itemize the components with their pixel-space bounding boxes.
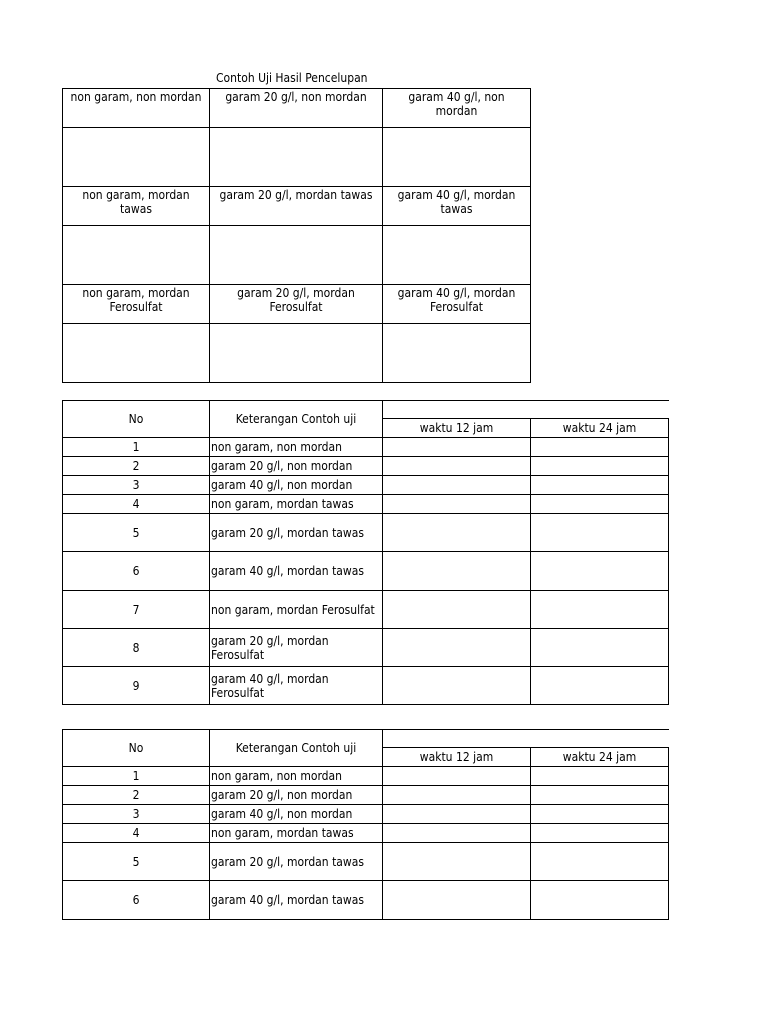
cell-waktu-24 bbox=[531, 457, 669, 476]
row-no: 4 bbox=[63, 495, 210, 514]
row-no: 1 bbox=[63, 438, 210, 457]
table-row bbox=[63, 767, 669, 786]
cell-waktu-12 bbox=[383, 591, 531, 629]
table-row bbox=[63, 843, 669, 881]
results-table-1 bbox=[62, 400, 669, 705]
cell-waktu-12 bbox=[383, 457, 531, 476]
row-no: 7 bbox=[63, 591, 210, 629]
grid-cell-label: garam 40 g/l, mordan tawas bbox=[383, 187, 531, 226]
row-keterangan: garam 40 g/l, mordan tawas bbox=[210, 552, 383, 591]
grid-sample-cell bbox=[383, 324, 531, 383]
grid-sample-cell bbox=[63, 226, 210, 285]
grid-sample-row bbox=[63, 128, 531, 187]
row-no: 2 bbox=[63, 786, 210, 805]
row-keterangan: non garam, mordan tawas bbox=[210, 495, 383, 514]
table-row bbox=[63, 629, 669, 667]
cell-waktu-12 bbox=[383, 552, 531, 591]
row-keterangan: non garam, non mordan bbox=[210, 767, 383, 786]
table-row bbox=[63, 495, 669, 514]
table-row bbox=[63, 514, 669, 552]
cell-waktu-24 bbox=[531, 552, 669, 591]
row-no: 5 bbox=[63, 843, 210, 881]
cell-waktu-24 bbox=[531, 805, 669, 824]
row-no: 3 bbox=[63, 805, 210, 824]
grid-cell-label: garam 20 g/l, mordan tawas bbox=[210, 187, 383, 226]
cell-waktu-12 bbox=[383, 805, 531, 824]
cell-waktu-12 bbox=[383, 843, 531, 881]
cell-waktu-12 bbox=[383, 476, 531, 495]
cell-waktu-24 bbox=[531, 881, 669, 920]
header-waktu-24: waktu 24 jam bbox=[531, 419, 669, 438]
page-title: Contoh Uji Hasil Pencelupan bbox=[216, 71, 368, 85]
grid-sample-cell bbox=[210, 226, 383, 285]
row-keterangan: non garam, non mordan bbox=[210, 438, 383, 457]
row-keterangan: garam 20 g/l, non mordan bbox=[210, 457, 383, 476]
row-keterangan: garam 40 g/l, mordan tawas bbox=[210, 881, 383, 920]
grid-label-row bbox=[63, 187, 531, 226]
grid-sample-cell bbox=[383, 128, 531, 187]
cell-waktu-24 bbox=[531, 629, 669, 667]
row-no: 3 bbox=[63, 476, 210, 495]
cell-waktu-12 bbox=[383, 495, 531, 514]
cell-waktu-24 bbox=[531, 495, 669, 514]
table-row bbox=[63, 805, 669, 824]
row-keterangan: garam 20 g/l, mordan Ferosulfat bbox=[210, 629, 383, 667]
grid-cell-label: garam 40 g/l, mordan Ferosulfat bbox=[383, 285, 531, 324]
cell-waktu-24 bbox=[531, 476, 669, 495]
cell-waktu-12 bbox=[383, 767, 531, 786]
cell-waktu-12 bbox=[383, 514, 531, 552]
cell-waktu-12 bbox=[383, 667, 531, 705]
row-no: 2 bbox=[63, 457, 210, 476]
row-keterangan: garam 20 g/l, mordan tawas bbox=[210, 514, 383, 552]
table-row bbox=[63, 824, 669, 843]
header-waktu-12: waktu 12 jam bbox=[383, 748, 531, 767]
header-waktu-24: waktu 24 jam bbox=[531, 748, 669, 767]
cell-waktu-24 bbox=[531, 438, 669, 457]
sample-grid-table bbox=[62, 88, 531, 383]
row-keterangan: garam 40 g/l, non mordan bbox=[210, 476, 383, 495]
row-no: 8 bbox=[63, 629, 210, 667]
table-row bbox=[63, 476, 669, 495]
cell-waktu-12 bbox=[383, 786, 531, 805]
grid-sample-cell bbox=[63, 324, 210, 383]
cell-waktu-24 bbox=[531, 786, 669, 805]
cell-waktu-24 bbox=[531, 843, 669, 881]
cell-waktu-12 bbox=[383, 881, 531, 920]
grid-sample-cell bbox=[210, 128, 383, 187]
grid-sample-cell bbox=[210, 324, 383, 383]
cell-waktu-24 bbox=[531, 514, 669, 552]
row-no: 4 bbox=[63, 824, 210, 843]
grid-sample-cell bbox=[63, 128, 210, 187]
grid-label-row bbox=[63, 285, 531, 324]
cell-waktu-24 bbox=[531, 591, 669, 629]
header-keterangan: Keterangan Contoh uji bbox=[210, 401, 383, 438]
row-keterangan: garam 40 g/l, non mordan bbox=[210, 805, 383, 824]
row-keterangan: garam 40 g/l, mordan Ferosulfat bbox=[210, 667, 383, 705]
row-keterangan: non garam, mordan Ferosulfat bbox=[210, 591, 383, 629]
grid-label-row bbox=[63, 89, 531, 128]
row-keterangan: garam 20 g/l, mordan tawas bbox=[210, 843, 383, 881]
grid-sample-cell bbox=[383, 226, 531, 285]
header-group-empty bbox=[383, 730, 669, 748]
row-no: 6 bbox=[63, 881, 210, 920]
table-row bbox=[63, 667, 669, 705]
grid-cell-label: garam 20 g/l, non mordan bbox=[210, 89, 383, 128]
grid-cell-label: non garam, mordan tawas bbox=[63, 187, 210, 226]
table-row bbox=[63, 457, 669, 476]
cell-waktu-24 bbox=[531, 667, 669, 705]
row-no: 6 bbox=[63, 552, 210, 591]
header-no: No bbox=[63, 730, 210, 767]
header-keterangan: Keterangan Contoh uji bbox=[210, 730, 383, 767]
row-no: 1 bbox=[63, 767, 210, 786]
grid-cell-label: garam 20 g/l, mordan Ferosulfat bbox=[210, 285, 383, 324]
grid-cell-label: non garam, non mordan bbox=[63, 89, 210, 128]
results-table-2 bbox=[62, 729, 669, 920]
table-row bbox=[63, 881, 669, 920]
row-keterangan: garam 20 g/l, non mordan bbox=[210, 786, 383, 805]
grid-sample-row bbox=[63, 226, 531, 285]
grid-cell-label: garam 40 g/l, non mordan bbox=[383, 89, 531, 128]
table-row bbox=[63, 438, 669, 457]
grid-sample-row bbox=[63, 324, 531, 383]
cell-waktu-24 bbox=[531, 824, 669, 843]
grid-cell-label: non garam, mordan Ferosulfat bbox=[63, 285, 210, 324]
cell-waktu-12 bbox=[383, 629, 531, 667]
table-row bbox=[63, 591, 669, 629]
cell-waktu-12 bbox=[383, 438, 531, 457]
cell-waktu-12 bbox=[383, 824, 531, 843]
table-row bbox=[63, 552, 669, 591]
header-group-empty bbox=[383, 401, 669, 419]
row-no: 5 bbox=[63, 514, 210, 552]
row-no: 9 bbox=[63, 667, 210, 705]
cell-waktu-24 bbox=[531, 767, 669, 786]
header-waktu-12: waktu 12 jam bbox=[383, 419, 531, 438]
header-no: No bbox=[63, 401, 210, 438]
row-keterangan: non garam, mordan tawas bbox=[210, 824, 383, 843]
table-row bbox=[63, 786, 669, 805]
